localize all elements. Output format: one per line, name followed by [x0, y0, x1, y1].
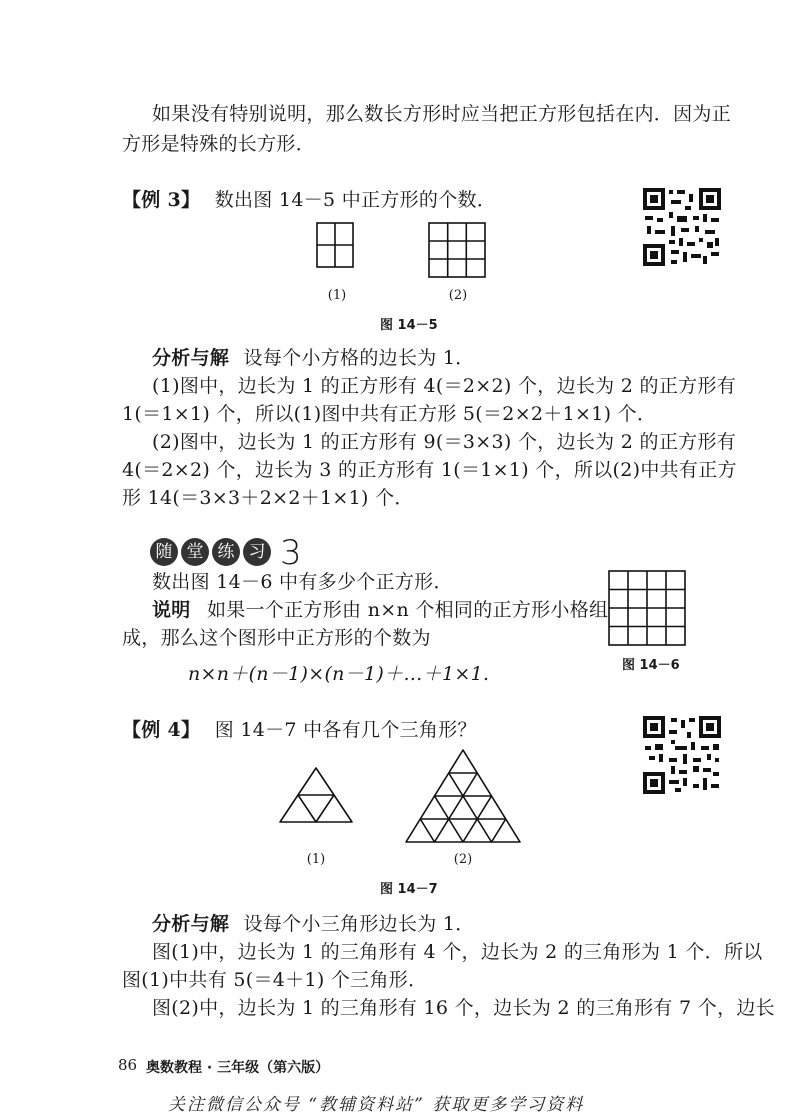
example3-heading: [122, 186, 496, 214]
figure-14-5-caption-1: (1): [327, 288, 347, 303]
example3-label: 【例 3】: [122, 189, 201, 211]
example3-line-5: 形 14(＝3×3＋2×2＋1×1) 个．: [122, 487, 414, 509]
practice-note-line-1: [152, 596, 608, 624]
example3-analysis-intro: 设每个小方格的边长为 1．: [243, 347, 475, 369]
example4-question: 图 14－7 中各有几个三角形？: [214, 719, 477, 741]
figure-14-7-2: [404, 748, 522, 844]
example4-analysis-intro: 设每个小三角形边长为 1．: [243, 913, 475, 935]
figure-14-5-2: [428, 222, 486, 278]
practice-number: 3: [280, 532, 302, 573]
figure-14-6-title: 图 14－6: [622, 658, 680, 673]
practice-question: 数出图 14－6 中有多少个正方形．: [152, 571, 453, 593]
example4-line-1: 图(1)中，边长为 1 的三角形有 4 个，边长为 2 的三角形为 1 个．所以: [152, 941, 763, 963]
practice-char-3: 练: [212, 538, 240, 566]
example3-line-1: (1)图中，边长为 1 的正方形有 4(＝2×2) 个，边长为 2 的正方形有: [152, 375, 737, 397]
practice-char-4: 习: [243, 538, 271, 566]
figure-14-7-title: 图 14－7: [380, 882, 438, 897]
page-number: 86: [118, 1056, 138, 1074]
qr-code-icon: [641, 186, 723, 268]
figure-14-6: [608, 570, 686, 646]
practice-char-2: 堂: [181, 538, 209, 566]
figure-14-7-caption-1: (1): [306, 852, 326, 867]
figure-14-5-1: [316, 222, 354, 268]
example4-line-3: 图(2)中，边长为 1 的三角形有 16 个，边长为 2 的三角形有 7 个，边长: [152, 997, 775, 1019]
example4-analysis: [152, 910, 475, 938]
figure-14-7-caption-2: (2): [453, 852, 473, 867]
practice-note-text-1: 如果一个正方形由 n×n 个相同的正方形小格组: [206, 599, 609, 621]
example4-analysis-label: 分析与解: [152, 913, 230, 935]
practice-note-line-2: 成，那么这个图形中正方形的个数为: [122, 627, 431, 649]
example4-line-2: 图(1)中共有 5(＝4＋1) 个三角形．: [122, 969, 428, 991]
example3-line-3: (2)图中，边长为 1 的正方形有 9(＝3×3) 个，边长为 2 的正方形有: [152, 431, 737, 453]
example4-heading: [122, 716, 477, 744]
watermark-text: 关注微信公众号 “教辅资料站” 获取更多学习资料: [168, 1095, 585, 1115]
example3-analysis-label: 分析与解: [152, 347, 230, 369]
example3-analysis: [152, 344, 475, 372]
figure-14-5-caption-2: (2): [448, 288, 468, 303]
practice-heading: [150, 532, 302, 573]
practice-note-label: 说明: [152, 599, 191, 621]
figure-14-7-1: [278, 766, 354, 824]
book-title: 奥数教程 · 三年级（第六版）: [146, 1060, 330, 1076]
example3-question: 数出图 14－5 中正方形的个数．: [214, 189, 497, 211]
example3-line-4: 4(＝2×2) 个，边长为 3 的正方形有 1(＝1×1) 个，所以(2)中共有正方: [122, 459, 737, 481]
qr-code-icon: [641, 714, 723, 796]
intro-line-1: 如果没有特别说明，那么数长方形时应当把正方形包括在内．因为正: [152, 103, 732, 125]
practice-formula: n×n＋(n－1)×(n－1)＋…＋1×1.: [188, 663, 490, 685]
figure-14-5-title: 图 14－5: [380, 318, 438, 333]
intro-line-2: 方形是特殊的长方形．: [122, 133, 316, 155]
example4-label: 【例 4】: [122, 719, 201, 741]
practice-char-1: 随: [150, 538, 178, 566]
example3-line-2: 1(＝1×1) 个，所以(1)图中共有正方形 5(＝2×2＋1×1) 个．: [122, 403, 657, 425]
